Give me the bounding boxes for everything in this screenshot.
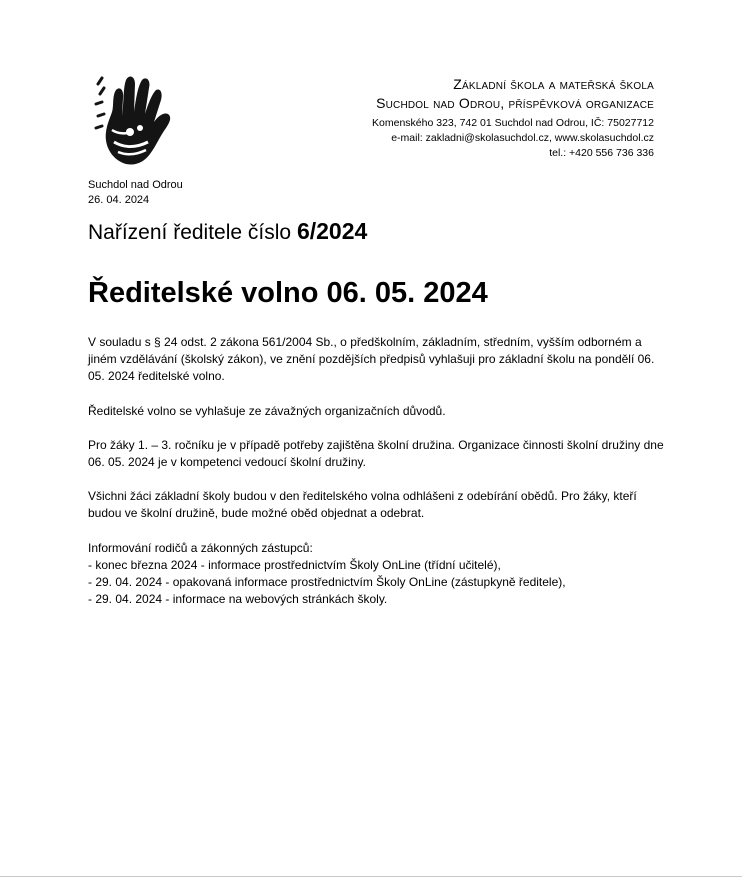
school-contact: e-mail: zakladni@skolasuchdol.cz, www.skolasuchdol.cz [391, 132, 654, 144]
order-heading [88, 216, 367, 248]
paragraph: Všichni žáci základní školy budou v den ředitelského volna odhlášeni z odebírání obědů. Pro žáky, kteří budou ve školní družině, bude možné oběd objednat a odebrat. [88, 489, 637, 521]
paragraph: Ředitelské volno se vyhlašuje ze závažných organizačních důvodů. [88, 403, 446, 418]
info-list [88, 540, 668, 609]
school-phone: tel.: +420 556 736 336 [549, 147, 654, 159]
info-heading: Informování rodičů a zákonných zástupců: [88, 540, 313, 555]
place: Suchdol nad Odrou [88, 179, 183, 191]
list-item: - 29. 04. 2024 - informace na webových stránkách školy. [88, 592, 388, 607]
school-name-line2: Suchdol nad Odrou, příspěvková organizace [376, 95, 654, 111]
document-body [88, 334, 668, 608]
place-date-block [88, 178, 183, 208]
list-item: - konec března 2024 - informace prostřednictvím Školy OnLine (třídní učitelé), [88, 557, 501, 572]
page-edge-divider [0, 876, 742, 877]
document-title: Ředitelské volno 06. 05. 2024 [88, 277, 488, 309]
school-hand-logo [90, 72, 174, 176]
date: 26. 04. 2024 [88, 194, 150, 206]
order-label: Nařízení ředitele číslo [88, 221, 292, 244]
school-header [372, 75, 654, 161]
order-number: 6/2024 [296, 218, 368, 244]
list-item: - 29. 04. 2024 - opakovaná informace prostřednictvím Školy OnLine (zástupkyně ředitele), [88, 575, 566, 590]
paragraph: Pro žáky 1. – 3. ročníku je v případě potřeby zajištěna školní družina. Organizace činnosti školní družiny dne 06. 05. 2024 je v kompetenci vedoucí školní družiny. [88, 437, 664, 470]
paragraph: V souladu s § 24 odst. 2 zákona 561/2004 Sb., o předškolním, základním, středním, vyšším odborném a jiném vzdělávání (školský zákon), ve znění pozdějších předpisů vyhlašuji pro základní školu na pondělí 06. 05. 2024 ředitelské volno. [88, 335, 655, 384]
school-name-line1: Základní škola a mateřská škola [453, 76, 654, 92]
school-address: Komenského 323, 742 01 Suchdol nad Odrou, IČ: 75027712 [372, 117, 654, 129]
